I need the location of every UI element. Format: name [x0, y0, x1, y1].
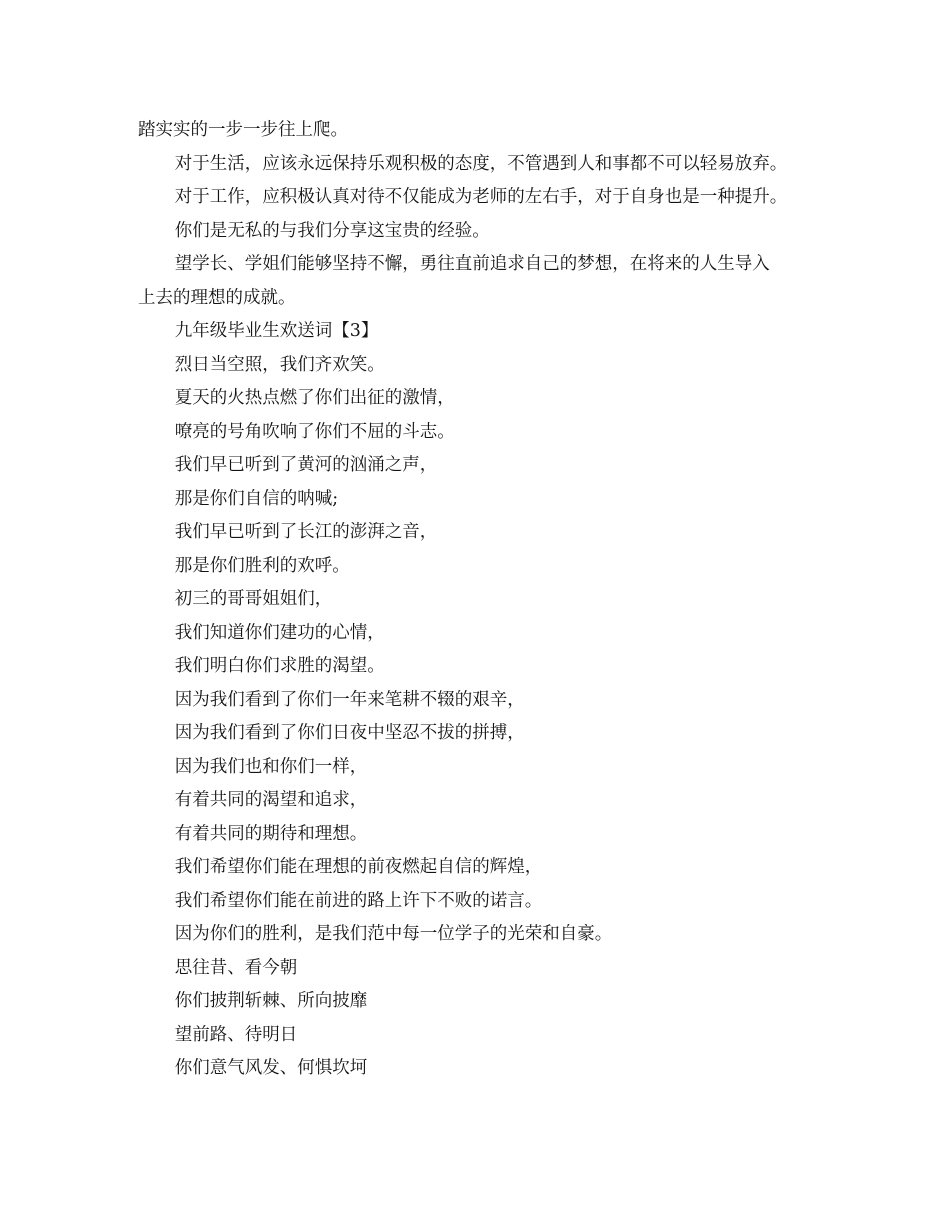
poem-line: 我们希望你们能在理想的前夜燃起自信的辉煌，	[174, 857, 543, 877]
poem-line: 烈日当空照，我们齐欢笑。	[174, 354, 385, 375]
document-body	[138, 114, 828, 1086]
poem-line: 望前路、待明日	[174, 1024, 298, 1045]
poem-line: 因为你们的胜利，是我们范中每一位学子的光荣和自豪。	[174, 924, 613, 944]
poem-line: 那是你们胜利的欢呼。	[174, 555, 350, 576]
poem-line: 嘹亮的号角吹响了你们不屈的斗志。	[174, 421, 455, 442]
paragraph: 你们是无私的与我们分享这宝贵的经验。	[174, 220, 490, 241]
poem-line: 有着共同的渴望和追求，	[174, 790, 368, 810]
poem-line: 那是你们自信的呐喊;	[174, 488, 339, 509]
poem-line: 我们早已听到了黄河的汹涌之声，	[174, 455, 438, 475]
poem-line: 因为我们也和你们一样，	[174, 756, 368, 777]
poem-line: 我们明白你们求胜的渴望。	[174, 656, 385, 676]
paragraph: 对于生活，应该永远保持乐观积极的态度，不管遇到人和事都不可以轻易放弃。	[174, 153, 788, 174]
paragraph-continuation: 踏实实的一步一步往上爬。	[138, 120, 348, 140]
poem-line: 夏天的火热点燃了你们出征的激情，	[174, 388, 455, 408]
paragraph: 对于工作，应积极认真对待不仅能成为老师的左右手，对于自身也是一种提升。	[174, 187, 788, 207]
poem-line: 我们希望你们能在前进的路上许下不败的诺言。	[174, 890, 543, 911]
poem-line: 我们知道你们建功的心情，	[174, 622, 385, 643]
poem-line: 思往昔、看今朝	[174, 957, 298, 978]
section-heading: 九年级毕业生欢送词【3】	[174, 321, 379, 341]
paragraph: 望学长、学姐们能够坚持不懈，勇往直前追求自己的梦想，在将来的人生导入	[174, 254, 770, 274]
poem-line: 因为我们看到了你们日夜中坚忍不拔的拼搏，	[174, 723, 525, 743]
poem-line: 你们意气风发、何惧坎坷	[174, 1058, 368, 1078]
poem-line: 有着共同的期待和理想。	[174, 823, 368, 844]
poem-line: 因为我们看到了你们一年来笔耕不辍的艰辛，	[174, 689, 525, 710]
poem-line: 我们早已听到了长江的澎湃之音，	[174, 522, 438, 542]
poem-line: 你们披荆斩棘、所向披靡	[174, 991, 368, 1011]
paragraph-continuation: 上去的理想的成就。	[138, 287, 296, 308]
poem-line: 初三的哥哥姐姐们，	[174, 589, 333, 609]
